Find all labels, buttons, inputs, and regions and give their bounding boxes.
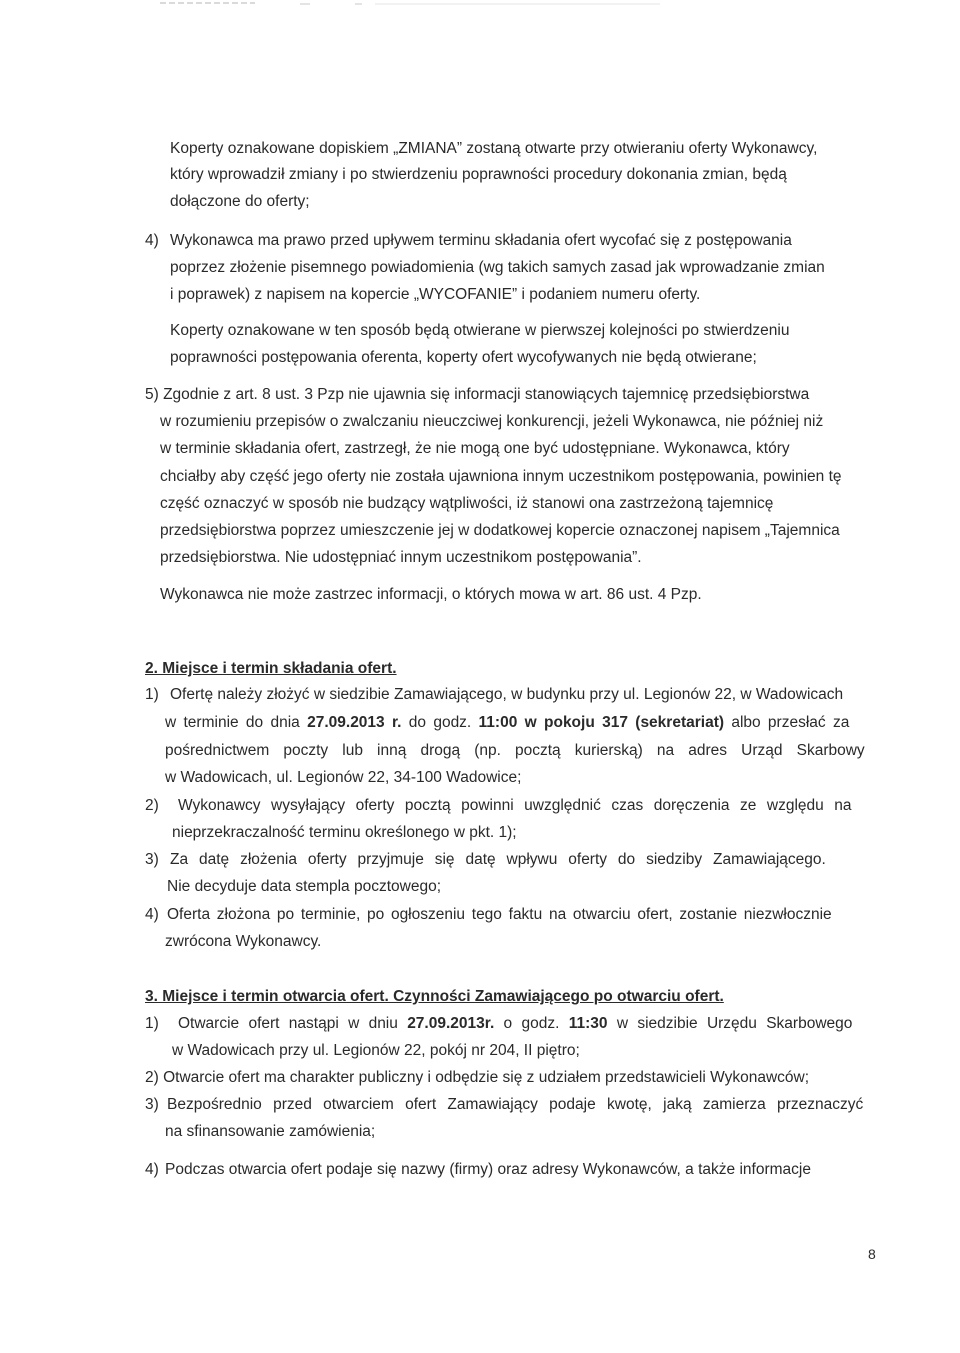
opening-hour: 11:30	[568, 1015, 608, 1032]
item5-line8: Wykonawca nie może zastrzec informacji, o których mowa w art. 86 ust. 4 Pzp.	[160, 586, 702, 603]
deadline-hour-room: 11:00 w pokoju 317 (sekretariat)	[478, 714, 725, 731]
deadline-date: 27.09.2013 r.	[307, 714, 402, 731]
section2-item2-line1: Wykonawcy wysyłający oferty pocztą powinni uwzględnić czas doręczenia ze względu na	[178, 797, 852, 814]
deadline-prefix: w terminie do dnia	[165, 714, 308, 731]
section3-heading: 3. Miejsce i termin otwarcia ofert. Czynności Zamawiającego po otwarciu ofert.	[145, 988, 724, 1005]
section3-item3-line1: Bezpośrednio przed otwarciem ofert Zamawiający podaje kwotę, jaką zamierza przeznaczyć	[167, 1096, 864, 1113]
block2-line1: Koperty oznakowane w ten sposób będą otwierane w pierwszej kolejności po stwierdzeniu	[170, 322, 790, 339]
item4-line1: Wykonawca ma prawo przed upływem terminu składania ofert wycofać się z postępowania	[170, 232, 792, 249]
section2-heading: 2. Miejsce i termin składania ofert.	[145, 660, 397, 677]
section2-item1-number: 1)	[145, 686, 159, 703]
opening-date: 27.09.2013r.	[407, 1015, 495, 1032]
section2-item1-line3: pośrednictwem poczty lub inną drogą (np. pocztą kurierską) na adres Urząd Skarbowy	[165, 742, 865, 759]
section3-item1-line1	[178, 1014, 852, 1034]
item5-line3: w terminie składania ofert, zastrzegł, że nie mogą one być udostępniane. Wykonawca, który	[160, 440, 790, 457]
page-number: 8	[868, 1246, 876, 1262]
section2-item2-line2: nieprzekraczalność terminu określonego w pkt. 1);	[172, 824, 517, 841]
item5-line5: część oznaczyć w sposób nie budzący wątpliwości, iż stanowi ona zastrzeżoną tajemnicę	[160, 495, 774, 512]
scan-top-artifacts	[0, 0, 960, 12]
section2-item1-line4: w Wadowicach, ul. Legionów 22, 34-100 Wadowice;	[165, 769, 522, 786]
section2-item1-line1: Ofertę należy złożyć w siedzibie Zamawiającego, w budynku przy ul. Legionów 22, w Wadowicach	[170, 686, 844, 703]
section3-item3-number: 3)	[145, 1096, 159, 1113]
item5-line4: chciałby aby część jego oferty nie została ujawniona innym uczestnikom postępowania, powinien tę	[160, 468, 842, 485]
section3-item1-number: 1)	[145, 1015, 159, 1032]
section3-item3-line2: na sfinansowanie zamówienia;	[165, 1123, 376, 1140]
section2-item1-line2	[165, 713, 849, 733]
section2-item2-number: 2)	[145, 797, 159, 814]
block1-line2: który wprowadził zmiany i po stwierdzeniu poprawności procedury dokonania zmian, będą	[170, 166, 787, 183]
opening-suffix: w siedzibie Urzędu Skarbowego	[607, 1015, 853, 1032]
item5-line7: przedsiębiorstwa. Nie udostępniać innym uczestnikom postępowania”.	[160, 549, 642, 566]
item5-line2: w rozumieniu przepisów o zwalczaniu nieuczciwej konkurencji, jeżeli Wykonawca, nie później niż	[160, 413, 824, 430]
deadline-suffix: albo przesłać za	[724, 714, 850, 731]
section3-item4-line1: Podczas otwarcia ofert podaje się nazwy (firmy) oraz adresy Wykonawców, a także informacje	[165, 1161, 811, 1178]
item4-number: 4)	[145, 232, 159, 249]
section3-item2-line1: 2) Otwarcie ofert ma charakter publiczny i odbędzie się z udziałem przedstawicieli Wykonawców;	[145, 1069, 810, 1086]
item4-line3: i poprawek) z napisem na kopercie „WYCOFANIE” i podaniem numeru oferty.	[170, 286, 701, 303]
item5-line1: 5) Zgodnie z art. 8 ust. 3 Pzp nie ujawnia się informacji stanowiących tajemnicę przedsiębiorstwa	[145, 386, 810, 403]
section2-item3-number: 3)	[145, 851, 159, 868]
block1-line1: Koperty oznakowane dopiskiem „ZMIANA” zostaną otwarte przy otwieraniu oferty Wykonawcy,	[170, 140, 818, 157]
section3-item1-line2: w Wadowicach przy ul. Legionów 22, pokój nr 204, II piętro;	[172, 1042, 580, 1059]
item4-line2: poprzez złożenie pisemnego powiadomienia (wg takich samych zasad jak wprowadzanie zmian	[170, 259, 825, 276]
section2-item4-line2: zwrócona Wykonawcy.	[165, 933, 322, 950]
opening-hour-prefix: o godz.	[494, 1015, 569, 1032]
opening-prefix: Otwarcie ofert nastąpi w dniu	[178, 1015, 408, 1032]
section2-item4-line1: Oferta złożona po terminie, po ogłoszeniu tego faktu na otwarciu ofert, zostanie niezwłocznie	[167, 906, 832, 923]
deadline-hour-prefix: do godz.	[401, 714, 479, 731]
section3-item4-number: 4)	[145, 1161, 159, 1178]
section2-item3-line2: Nie decyduje data stempla pocztowego;	[167, 878, 441, 895]
section2-item4-number: 4)	[145, 906, 159, 923]
block2-line2: poprawności postępowania oferenta, koperty ofert wycofywanych nie będą otwierane;	[170, 349, 757, 366]
block1-line3: dołączone do oferty;	[170, 193, 310, 210]
section2-item3-line1: Za datę złożenia oferty przyjmuje się datę wpływu oferty do siedziby Zamawiającego.	[170, 851, 826, 868]
item5-line6: przedsiębiorstwa poprzez umieszczenie jej w dodatkowej kopercie oznaczonej napisem „Tajemnica	[160, 522, 840, 539]
